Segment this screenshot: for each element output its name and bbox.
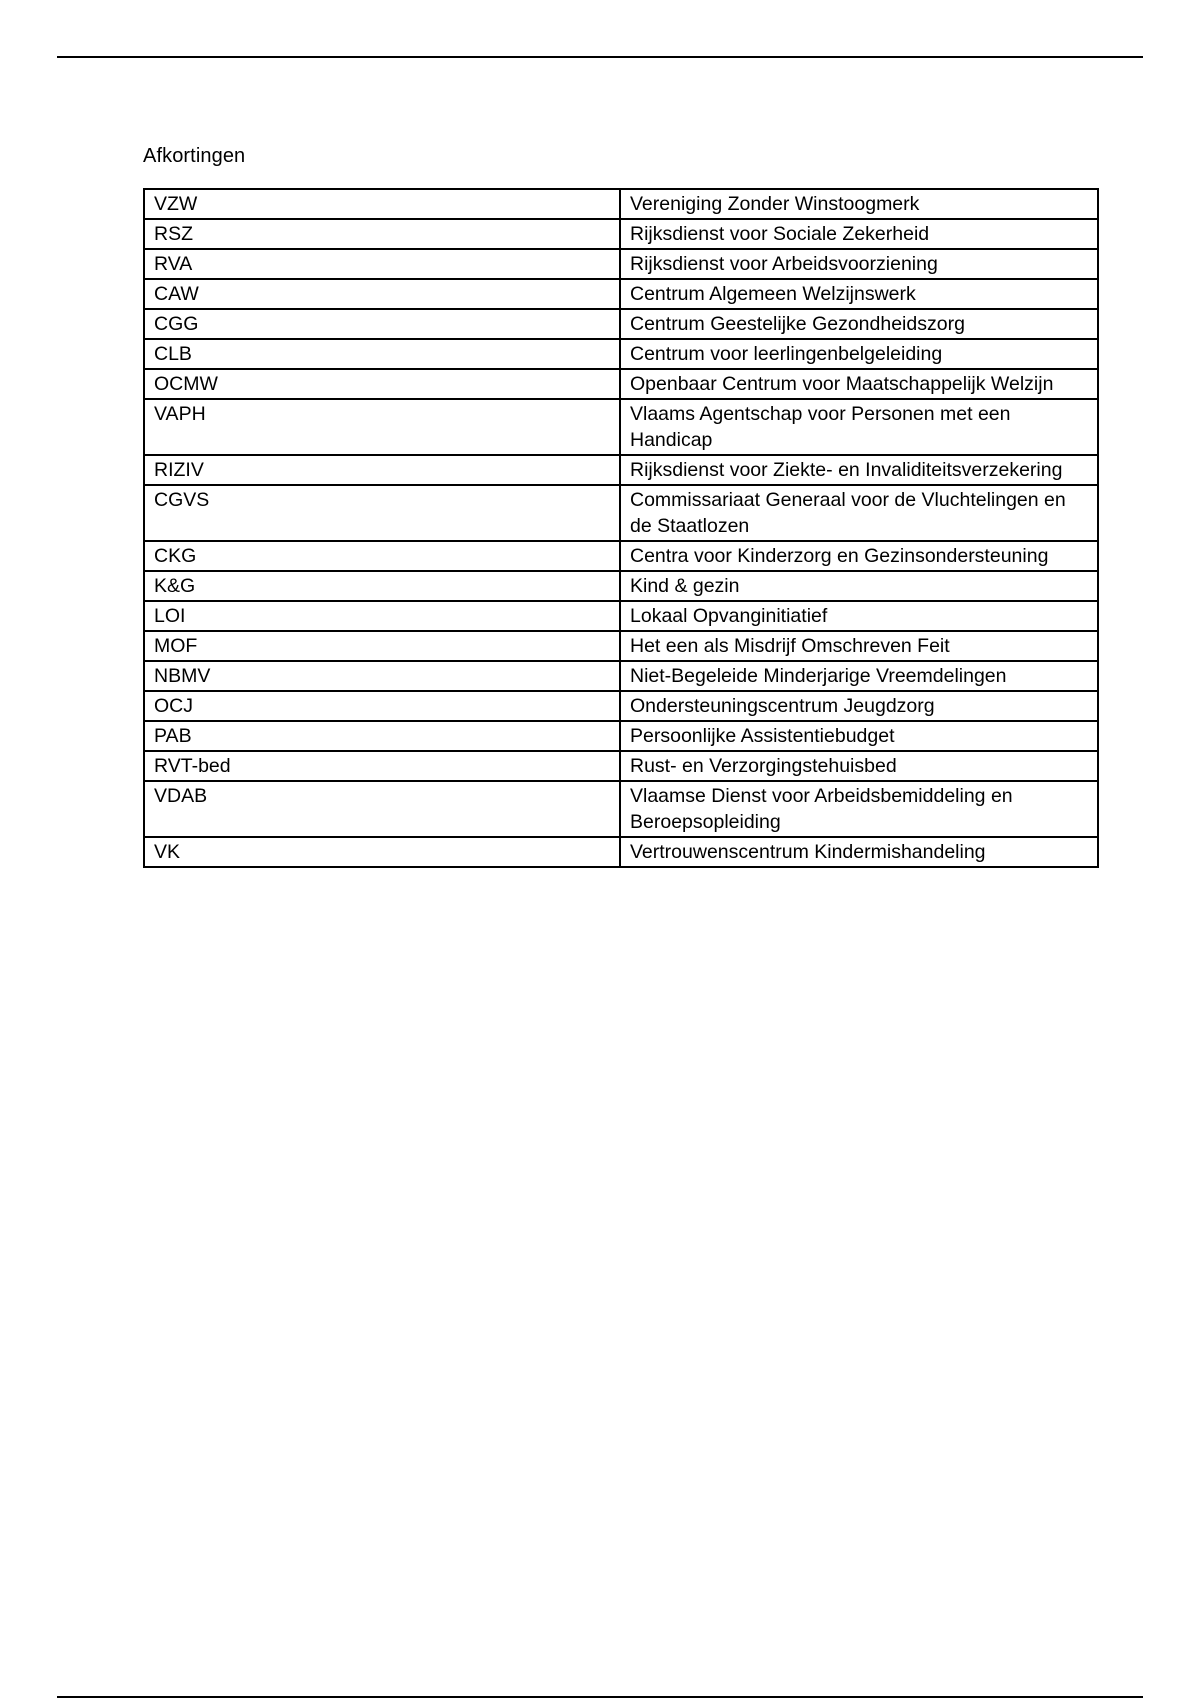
abbreviation-cell: VAPH bbox=[144, 399, 620, 455]
abbreviation-cell: K&G bbox=[144, 571, 620, 601]
meaning-cell: Rust- en Verzorgingstehuisbed bbox=[620, 751, 1098, 781]
meaning-cell: Rijksdienst voor Ziekte- en Invaliditeitsverzekering bbox=[620, 455, 1098, 485]
meaning-cell: Ondersteuningscentrum Jeugdzorg bbox=[620, 691, 1098, 721]
meaning-cell: Vlaams Agentschap voor Personen met een Handicap bbox=[620, 399, 1098, 455]
abbreviation-cell: RIZIV bbox=[144, 455, 620, 485]
abbreviation-cell: VK bbox=[144, 837, 620, 867]
meaning-cell: Rijksdienst voor Sociale Zekerheid bbox=[620, 219, 1098, 249]
abbreviation-cell: CGVS bbox=[144, 485, 620, 541]
meaning-cell: Centrum Algemeen Welzijnswerk bbox=[620, 279, 1098, 309]
footer-rule bbox=[57, 1696, 1143, 1698]
meaning-cell: Lokaal Opvanginitiatief bbox=[620, 601, 1098, 631]
page-title: Afkortingen bbox=[143, 145, 246, 167]
abbreviation-cell: RSZ bbox=[144, 219, 620, 249]
abbreviation-cell: OCMW bbox=[144, 369, 620, 399]
table-row bbox=[144, 601, 1098, 631]
meaning-cell: Centra voor Kinderzorg en Gezinsondersteuning bbox=[620, 541, 1098, 571]
abbreviation-cell: MOF bbox=[144, 631, 620, 661]
table-row bbox=[144, 571, 1098, 601]
table-row bbox=[144, 309, 1098, 339]
meaning-cell: Centrum Geestelijke Gezondheidszorg bbox=[620, 309, 1098, 339]
table-row bbox=[144, 279, 1098, 309]
table-row bbox=[144, 541, 1098, 571]
meaning-cell: Commissariaat Generaal voor de Vluchtelingen en de Staatlozen bbox=[620, 485, 1098, 541]
table-row bbox=[144, 631, 1098, 661]
meaning-cell: Centrum voor leerlingenbelgeleiding bbox=[620, 339, 1098, 369]
abbreviation-cell: NBMV bbox=[144, 661, 620, 691]
meaning-cell: Kind & gezin bbox=[620, 571, 1098, 601]
table-row bbox=[144, 691, 1098, 721]
meaning-cell: Openbaar Centrum voor Maatschappelijk Welzijn bbox=[620, 369, 1098, 399]
abbreviation-cell: CLB bbox=[144, 339, 620, 369]
abbreviation-cell: CKG bbox=[144, 541, 620, 571]
table-row bbox=[144, 339, 1098, 369]
table-row bbox=[144, 249, 1098, 279]
meaning-cell: Vlaamse Dienst voor Arbeidsbemiddeling en Beroepsopleiding bbox=[620, 781, 1098, 837]
table-row bbox=[144, 751, 1098, 781]
abbreviation-cell: PAB bbox=[144, 721, 620, 751]
meaning-cell: Vereniging Zonder Winstoogmerk bbox=[620, 189, 1098, 219]
abbreviation-cell: VZW bbox=[144, 189, 620, 219]
table-row bbox=[144, 219, 1098, 249]
table-row bbox=[144, 369, 1098, 399]
table-row bbox=[144, 485, 1098, 541]
table-row bbox=[144, 399, 1098, 455]
table-row bbox=[144, 661, 1098, 691]
abbreviations-table bbox=[143, 188, 1099, 868]
meaning-cell: Persoonlijke Assistentiebudget bbox=[620, 721, 1098, 751]
table-row bbox=[144, 455, 1098, 485]
abbreviation-cell: VDAB bbox=[144, 781, 620, 837]
header-rule bbox=[57, 56, 1143, 58]
meaning-cell: Niet-Begeleide Minderjarige Vreemdelingen bbox=[620, 661, 1098, 691]
abbreviation-cell: RVA bbox=[144, 249, 620, 279]
abbreviation-cell: RVT-bed bbox=[144, 751, 620, 781]
table-row bbox=[144, 721, 1098, 751]
meaning-cell: Het een als Misdrijf Omschreven Feit bbox=[620, 631, 1098, 661]
abbreviation-cell: LOI bbox=[144, 601, 620, 631]
table-row bbox=[144, 189, 1098, 219]
abbreviation-cell: CGG bbox=[144, 309, 620, 339]
meaning-cell: Vertrouwenscentrum Kindermishandeling bbox=[620, 837, 1098, 867]
abbreviation-cell: CAW bbox=[144, 279, 620, 309]
table-row bbox=[144, 837, 1098, 867]
table-row bbox=[144, 781, 1098, 837]
abbreviation-cell: OCJ bbox=[144, 691, 620, 721]
meaning-cell: Rijksdienst voor Arbeidsvoorziening bbox=[620, 249, 1098, 279]
